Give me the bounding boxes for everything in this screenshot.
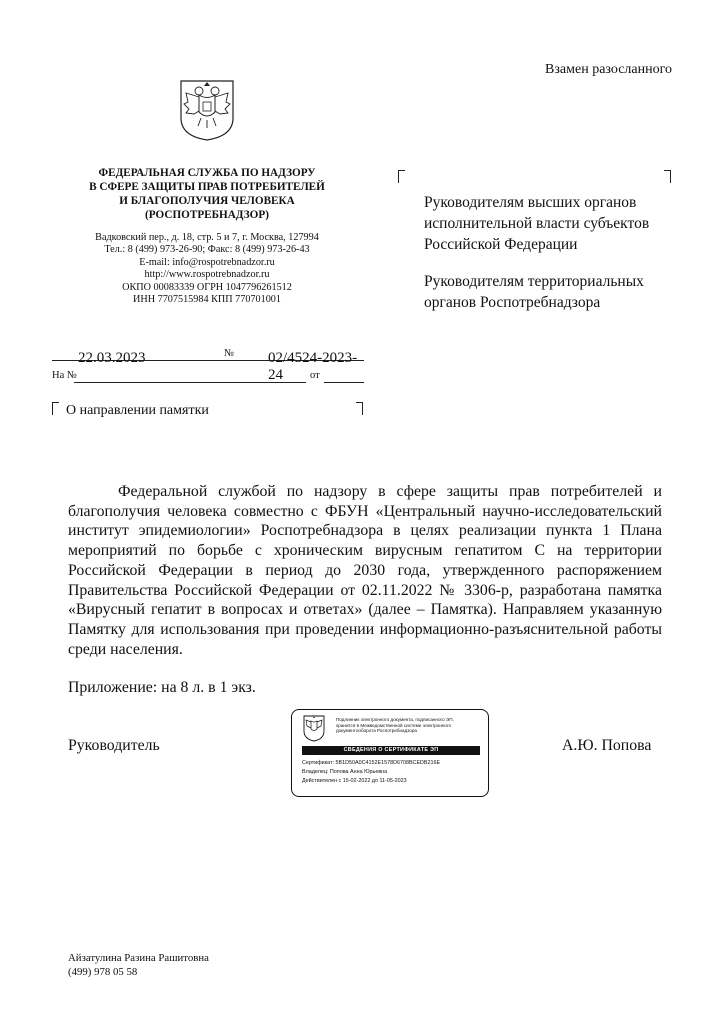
agency-email: E-mail: info@rospotrebnadzor.ru <box>139 256 275 268</box>
reply-from-line <box>324 382 364 383</box>
reply-from-label: от <box>310 370 320 381</box>
executor-phone: (499) 978 05 58 <box>68 965 138 978</box>
replacement-note: Взамен разосланного <box>545 62 672 77</box>
reply-number-line <box>74 382 306 383</box>
agency-phone: Тел.: 8 (499) 973-26-90; Факс: 8 (499) 973-26-43 <box>104 244 310 256</box>
stamp-owner: Владелец: Попова Анна Юрьевна <box>302 769 388 775</box>
recipient: Руководителям высших органов исполнительной власти субъектов Российской Федерации <box>424 194 650 253</box>
attachment-note: Приложение: на 8 л. в 1 экз. <box>68 679 256 696</box>
stamp-note <box>336 717 486 734</box>
subject-bracket-right <box>356 402 363 415</box>
recipients-block <box>424 192 694 329</box>
stamp-note-line: документооборота Роспотребнадзора <box>336 728 417 734</box>
registration-date: 22.03.2023 <box>78 350 146 366</box>
subject-bracket-left <box>52 402 59 415</box>
agency-name-line: (РОСПОТРЕБНАДЗОР) <box>145 209 269 221</box>
agency-website: http://www.rospotrebnadzor.ru <box>144 269 270 281</box>
executor-block <box>68 952 209 979</box>
stamp-validity: Действителен с 15-02-2022 до 11-05-2023 <box>302 778 407 784</box>
address-bracket-left <box>398 170 405 183</box>
executor-name: Айзатулина Разина Рашитовна <box>68 952 209 964</box>
signer-title: Руководитель <box>68 737 160 754</box>
stamp-note-line: хранится в Межведомственной системе электронного <box>336 722 452 728</box>
agency-block <box>60 166 354 306</box>
agency-contacts <box>60 232 354 306</box>
subject: О направлении памятки <box>66 403 209 418</box>
agency-address: Вадковский пер., д. 18, стр. 5 и 7, г. Москва, 127994 <box>95 232 319 243</box>
electronic-signature-stamp <box>291 709 489 797</box>
reply-reference-row <box>52 370 364 386</box>
recipient: Руководителям территориальных органов Роспотребнадзора <box>424 273 644 311</box>
address-bracket-right <box>664 170 671 183</box>
agency-name-line: ФЕДЕРАЛЬНАЯ СЛУЖБА ПО НАДЗОРУ <box>98 167 316 179</box>
agency-name-line: В СФЕРЕ ЗАЩИТЫ ПРАВ ПОТРЕБИТЕЛЕЙ <box>89 181 325 193</box>
agency-name-line: И БЛАГОПОЛУЧИЯ ЧЕЛОВЕКА <box>119 195 295 207</box>
stamp-coat-of-arms-icon <box>302 714 326 742</box>
reply-number-label: На № <box>52 370 77 381</box>
agency-name <box>60 166 354 222</box>
stamp-certificate: Сертификат: 5B1D50A0C4152E1578D6708BCEDB216E <box>302 760 441 766</box>
registration-number-sign: № <box>224 348 235 359</box>
agency-inn-kpp: ИНН 7707515984 КПП 770701001 <box>132 294 281 306</box>
coat-of-arms-icon <box>178 78 236 142</box>
letter-body: Федеральной службой по надзору в сфере защиты прав потребителей и благополучия человека совместно с ФБУН «Центральный научно-исследовательский институт эпидемиологии» Роспотребнадзора в целях реализации пункта 1 Плана мероприятий по борьбе с хроническим вирусным гепатитом С на территории Российской Федерации в период до 2030 года, утвержденного распоряжением Правительства Российской Федерации от 02.11.2022 № 3306-р, разработана памятка «Вирусный гепатит в вопросах и ответах» (далее – Памятка). Направляем указанную Памятку для использования при проведении информационно-разъяснительной работы среди населения. <box>68 483 662 658</box>
signer-name: А.Ю. Попова <box>562 737 652 754</box>
registration-number: 02/4524-2023-24 <box>268 350 358 383</box>
stamp-note-line: Подлинник электронного документа, подписанного ЭП, <box>336 717 454 722</box>
agency-okpo-ogrn: ОКПО 00083339 ОГРН 1047796261512 <box>122 281 292 293</box>
stamp-header: СВЕДЕНИЯ О СЕРТИФИКАТЕ ЭП <box>302 746 480 755</box>
